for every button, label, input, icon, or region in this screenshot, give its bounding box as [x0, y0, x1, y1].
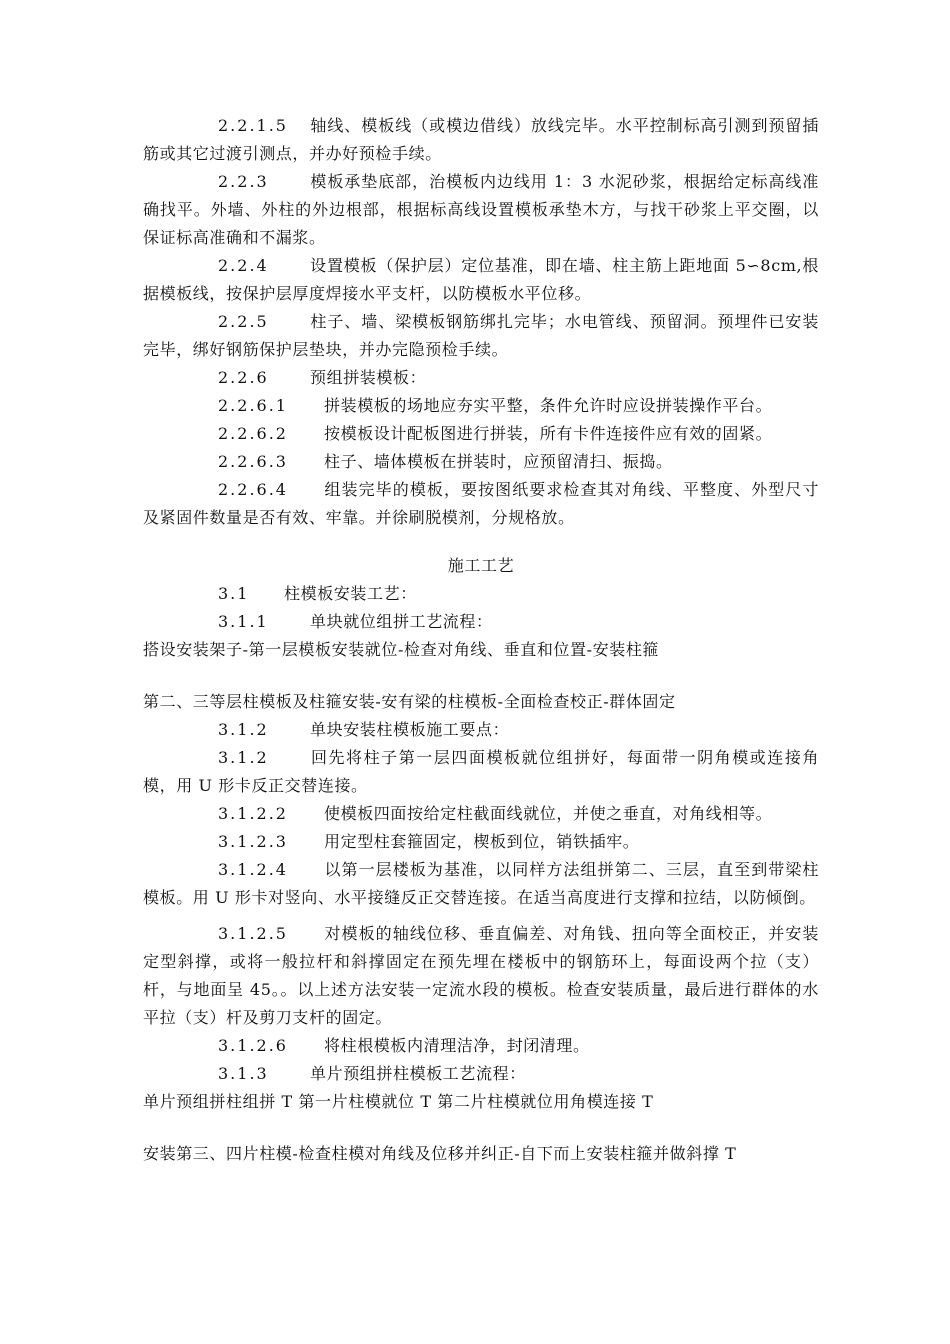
clause-number: 3.1.2	[218, 720, 269, 739]
paragraph-3-1-2-3	[143, 828, 819, 856]
paragraph-3-1-2-6	[143, 1032, 819, 1060]
clause-number: 3.1.1	[218, 612, 269, 631]
document-page	[143, 112, 819, 1168]
clause-text: 对模板的轴线位移、垂直偏差、对角钱、扭向等全面校正，并安装定型斜撑，或将一般拉杆和斜撑固定在预先埋在楼板中的钢筋环上，每面设两个拉（支）杆，与地面呈 45。。以上述方法安装一定流水段的模板。检查安装质量，最后进行群体的水平拉（支）杆及剪刀支杆的固定。	[143, 924, 819, 1027]
paragraph-3-1-2-5	[143, 920, 819, 1032]
clause-number: 3.1.2.6	[218, 1036, 288, 1055]
clause-number: 2.2.6.2	[218, 424, 288, 443]
clause-text: 单块安装柱模板施工要点：	[310, 720, 510, 739]
clause-text: 组装完毕的模板，要按图纸要求检查其对角线、平整度、外型尺寸及紧固件数量是否有效、牢靠。并徐刷脱模剂，分规格放。	[143, 480, 819, 527]
paragraph-3-1-2-1	[143, 744, 819, 800]
clause-number: 2.2.6	[218, 368, 269, 387]
paragraph-3-1-3	[143, 1060, 819, 1088]
paragraph-3-1-2	[143, 716, 819, 744]
paragraph-2-2-1-5	[143, 112, 819, 168]
clause-number: 3.1.3	[218, 1064, 269, 1083]
clause-number: 3.1.2.4	[218, 860, 288, 879]
clause-text: 用定型柱套箍固定，楔板到位，销铁插牢。	[324, 832, 640, 851]
paragraph-2-2-6	[143, 364, 819, 392]
clause-text: 轴线、模板线（或模边借线）放线完毕。水平控制标高引测到预留插筋或其它过渡引测点，并办好预检手续。	[143, 116, 819, 163]
clause-number: 3.1	[218, 584, 250, 603]
clause-number: 2.2.3	[218, 172, 269, 191]
flow-line: 第二、三等层柱模板及柱箍安装-安有梁的柱模板-全面检查校正-群体固定	[143, 692, 676, 711]
clause-number: 3.1.2.3	[218, 832, 288, 851]
paragraph-3-1-1	[143, 608, 819, 636]
paragraph-2-2-6-4	[143, 476, 819, 532]
paragraph-3-1-2-2	[143, 800, 819, 828]
paragraph-3-1	[143, 580, 819, 608]
clause-text: 柱子、墙、梁模板钢筋绑扎完毕；水电管线、预留洞。预埋件已安装完毕，绑好钢筋保护层垫块，并办完隐预检手续。	[143, 312, 819, 359]
paragraph-2-2-4	[143, 252, 819, 308]
paragraph-2-2-3	[143, 168, 819, 252]
clause-number: 3.1.2.2	[218, 804, 288, 823]
clause-text: 模板承垫底部，治模板内边线用 1：3 水泥砂浆，根据给定标高线准确找平。外墙、外柱的外边根部，根据标高线设置模板承垫木方，与找干砂浆上平交圈，以保证标高准确和不漏浆。	[143, 172, 819, 247]
section-title: 施工工艺	[447, 556, 515, 575]
paragraph-3-1-2-4	[143, 856, 819, 912]
clause-text: 使模板四面按给定柱截面线就位，并使之垂直，对角线相等。	[324, 804, 773, 823]
paragraph-2-2-6-3	[143, 448, 819, 476]
clause-text: 以第一层楼板为基准，以同样方法组拼第二、三层，直至到带梁柱模板。用 U 形卡对竖向、水平接缝反正交替连接。在适当高度进行支撑和拉结，以防倾倒。	[143, 860, 819, 907]
clause-number: 2.2.6.3	[218, 452, 288, 471]
clause-number: 2.2.6.4	[218, 480, 288, 499]
clause-text: 按模板设计配板图进行拼装，所有卡件连接件应有效的固紧。	[324, 424, 773, 443]
clause-number: 2.2.6.1	[218, 396, 288, 415]
flow-line: 安装第三、四片柱模-检查柱模对角线及位移并纠正-自下而上安装柱箍并做斜撑 T	[143, 1144, 737, 1163]
clause-text: 单片预组拼柱模板工艺流程：	[310, 1064, 526, 1083]
clause-text: 将柱根模板内清理洁净，封闭清理。	[324, 1036, 590, 1055]
paragraph-2-2-5	[143, 308, 819, 364]
clause-number: 2.2.1.5	[218, 116, 288, 135]
clause-text: 柱模板安装工艺：	[284, 584, 417, 603]
clause-text: 预组拼装模板：	[310, 368, 427, 387]
paragraph-2-2-6-2	[143, 420, 819, 448]
clause-number: 2.2.4	[218, 256, 269, 275]
clause-text: 回先将柱子第一层四面模板就位组拼好，每面带一阴角模或连接角模，用 U 形卡反正交替连接。	[143, 748, 819, 795]
clause-number: 3.1.2.5	[218, 924, 288, 943]
clause-text: 拼装模板的场地应夯实平整，条件允许时应设拼装操作平台。	[324, 396, 773, 415]
paragraph-2-2-6-1	[143, 392, 819, 420]
flow-line: 单片预组拼柱组拼 T 第一片柱模就位 T 第二片柱模就位用角模连接 T	[143, 1092, 654, 1111]
clause-number: 2.2.5	[218, 312, 269, 331]
clause-text: 柱子、墙体模板在拼装时，应预留清扫、振捣。	[324, 452, 673, 471]
clause-text: 单块就位组拼工艺流程：	[310, 612, 493, 631]
flow-line: 搭设安装架子-第一层模板安装就位-检查对角线、垂直和位置-安装柱箍	[143, 640, 660, 659]
clause-number: 3.1.2	[218, 748, 269, 767]
clause-text: 设置模板（保护层）定位基准，即在墙、柱主筋上距地面 5∽8cm,根据模板线，按保护层厚度焊接水平支杆，以防模板水平位移。	[143, 256, 819, 303]
